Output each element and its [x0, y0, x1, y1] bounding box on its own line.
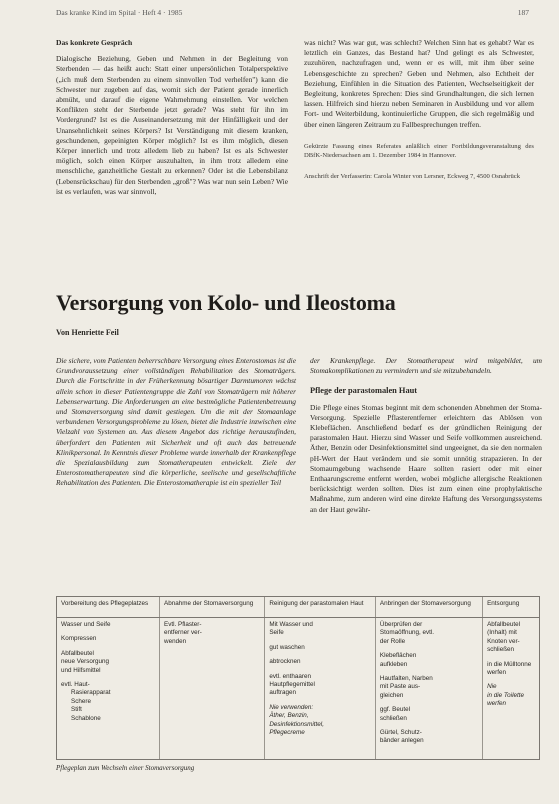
table-cell-line: Abfallbeutel [61, 649, 94, 657]
table-cell-line: wenden [164, 637, 187, 645]
table-cell-line: gleichen [379, 691, 404, 699]
table-cell-line: Abfallbeutel [487, 621, 521, 628]
table-header: Abnahme der Stomaversorgung [160, 597, 265, 618]
table-cell-line: Schablone [71, 714, 101, 722]
table-cell-line: Äther, Benzin, [269, 712, 309, 720]
table-cell-line: werfen [487, 700, 506, 708]
table-cell-line: evtl. enthaaren [269, 672, 312, 680]
table-cell-line: ggf. Beutel [379, 706, 411, 714]
table-cell-line: Klebeflächen [379, 652, 417, 660]
top-left-column [56, 38, 288, 197]
table-cell-line: abtrocknen [269, 658, 301, 666]
table-cell [375, 618, 482, 760]
author-address: Anschrift der Verfasserin: Carola Winter von Lersner, Eckweg 7, 4500 Osnabrück [304, 172, 521, 180]
table-cell-line: Seife [269, 629, 284, 637]
table-cell-line: Kompressen [61, 635, 97, 643]
table-cell-line: mit Paste aus- [379, 683, 421, 691]
table-cell-line: Hautpflegemittel [269, 681, 315, 689]
table-cell-line: Stift [71, 706, 82, 714]
top-right-paragraph: was nicht? Was war gut, was schlecht? Welchen Sinn hat es gehabt? War es letztlich ein Ganzes, das Bestand hat? Und gelingt es als Schwester, zuzuhören, nachzufragen und, wenn er es will, mit ihm über seine Lebensgeschichte zu sprechen? Geben und Nehmen, also Echtheit der Beziehung, Einfühlen in die Situation des Patienten, Wechselseitigkeit der Begleitung, konkretes Sprechen: Dies sind Grundhaltungen, die sich lernen lassen. Hilfreich sind hierzu neben Seminaren in Ausbildung und vor allem Fort- und Weiterbildung, kontinuierliche Gruppen, die sich regelmäßig und über einen längeren Zeitraum zu Fallbesprechungen treffen. [304, 38, 534, 129]
intro-continuation: der Krankenpflege. Der Stomatherapeut wird mitgebildet, um Stomakomplikationen zu vermindern und sie mitzubehandeln. [310, 356, 542, 376]
table-cell [160, 618, 265, 760]
table-cell-line: Knoten ver- [487, 637, 520, 645]
table-cell-line: der Rolle [379, 637, 406, 645]
table-header: Entsorgung [483, 597, 539, 618]
running-head-left: Das kranke Kind im Spital · Heft 4 · 1985 [56, 8, 183, 17]
table-cell-line: Desinfektionsmittel, [269, 720, 324, 728]
table-cell-line: bänder anlegen [379, 737, 424, 745]
table-header: Anbringen der Stomaversorgung [375, 597, 482, 618]
table-cell-line: Nie [487, 683, 497, 691]
subheading: Pflege der parastomalen Haut [310, 386, 418, 396]
table-header-row [57, 597, 539, 618]
table-cell-line: in die Mülltonne [487, 660, 532, 668]
footnote: Gekürzte Fassung eines Referates anläßlich einer Fortbildungsveranstaltung des DBfK-Niedersachsen am 1. Dezember 1984 in Hannover. [304, 142, 534, 159]
table-cell-line: (Inhalt) mit [487, 629, 517, 637]
body-paragraph: Die Pflege eines Stomas beginnt mit dem schonenden Abnehmen der Stoma-Versorgung. Spezielle Pflasterentferner erleichtern das Ablösen von Klebeflächen. Anschließend bedarf es der gründlichen Reinigung der parastomalen Haut. Hierzu sind Wasser und Seife vollkommen ausreichend. Äther, Benzin oder Desinfektionsmittel sind ungeeignet, da sie den normalen pH-Wert der Haut verändern und sie somit unnötig strapazieren. In der Stomaumgebung wachsende Haare sollten rasiert oder mit einer Enthaarungscreme entfernt werden, wobei mögliche allergische Reaktionen berücksichtigt werden sollten. Dies ist zum einen eine prophylaktische Maßnahme, zum anderen wird eine direkte Haftung des Versorgungssystems an der Haut gewähr- [310, 402, 542, 514]
table-cell-line: Pflegecreme [269, 729, 305, 737]
article-title: Versorgung von Kolo- und Ileostoma [56, 290, 396, 315]
table-cell-line: auftragen [269, 689, 296, 697]
top-right-column [304, 38, 534, 181]
table-cell-line: Schere [71, 697, 91, 705]
care-plan-table [56, 596, 540, 760]
table-cell-line: aufkleben [379, 660, 408, 668]
table-cell-line: schließen [487, 646, 515, 654]
table-cell-line: gut waschen [269, 643, 305, 651]
article-author: Von Henriette Feil [56, 328, 119, 337]
table-cell [57, 618, 160, 760]
table-cell-line: Stomaöffnung, evtl. [379, 629, 435, 637]
table-cell-line: werfen [487, 669, 506, 677]
article-intro-left [56, 356, 296, 489]
table-cell-line: Evtl. Pflaster- [164, 621, 202, 628]
table-cell-line: Hautfalten, Narben [379, 675, 433, 683]
top-left-paragraph: Dialogische Beziehung, Geben und Nehmen in der Begleitung von Sterbenden — das heißt auch: Statt einer unpersönlichen Totalperspektive („ich muß dem Sterbenden zu einem sinnvollen Tod verhelfen") kann die Schwester nur zugeben auf das, womit sich der Patient gerade innerlich abmüht, und darauf die eigene Wahrnehmung einstellen. Vor welchen Konflikten steht der Sterbende jetzt gerade? Was steht für ihn im Vordergrund? Ist es die Auseinandersetzung mit der Hinfälligkeit und der Unansehnlichkeit seines Körpers? Ist Verständigung mit diesem kranken, geschundenen, gepeinigten Körper möglich? Ist es ihm möglich, diesen Körper innerlich und trotz alledem lieb zu haben? Ist es als Schwester möglich, solch einen Körper auszuhalten, in ihm trotz alledem eine menschliche, ganzheitliche Gestalt zu erkennen? Oder ist die Lebensbilanz (Lebensrückschau) für den Sterbenden „groß"? Was war nun sein Leben? Wie ist es verlaufen, was war sinnvoll, [56, 54, 288, 196]
table-header: Reinigung der parastomalen Haut [265, 597, 376, 618]
table-cell-line: Überprüfen der [379, 621, 423, 628]
table-row [57, 618, 539, 760]
table-cell-line: evtl. Haut- [61, 681, 90, 689]
table-header: Vorbereitung des Pflegeplatzes [57, 597, 160, 618]
table-cell-line: neue Versorgung [61, 658, 109, 666]
table-cell-line: Wasser und Seife [61, 621, 111, 628]
running-head [56, 8, 529, 17]
table-cell-line: entferner ver- [164, 629, 202, 637]
table-cell-line: Rasierapparat [71, 689, 111, 697]
table-cell-line: Mit Wasser und [269, 621, 313, 628]
table-cell [483, 618, 539, 760]
table-cell-line: schließen [379, 714, 407, 722]
table-cell [265, 618, 376, 760]
section-heading: Das konkrete Gespräch [56, 38, 133, 47]
table-cell-line: und Hilfsmittel [61, 666, 101, 674]
page-number: 187 [517, 8, 529, 17]
table-cell-line: Nie verwenden: [269, 703, 314, 711]
table-cell-line: in die Toilette [487, 691, 524, 699]
intro-paragraph: Die sichere, vom Patienten beherrschbare Versorgung eines Enterostomas ist die Grundvoraussetzung einer vollständigen Rehabilitation des Stomaträgers. Durch die Fortschritte in der Früherkennung bösartiger Darmtumoren wächst allein schon in dieser Patientengruppe die Zahl von Stomaträgern mit höherer Lebenserwartung. Die Anforderungen an eine bestmögliche Patientenbetreuung und Stomaversorgung sind damit gestiegen. Um die mit der Stomaanlage verbundenen Versorgungsprobleme zu lösen, bietet die Industrie inzwischen eine Vielzahl von Systemen an. Aus diesem Angebot das richtige herauszufinden, überfordert den Patienten mit Sicherheit und oft auch das betreuende Klinikpersonal. In Kenntnis dieser Probleme wurde innerhalb der Krankenpflege die Spezialausbildung zum Stomatherapeuten entwickelt. Ziele der Enterostomatherapeuten sind die körperliche, seelische und gesellschaftliche Rehabilitation des Patienten. Die Enterostomatherapie ist ein spezieller Teil [56, 356, 296, 488]
table-cell-line: Gürtel, Schutz- [379, 729, 422, 737]
table-caption: Pflegeplan zum Wechseln einer Stomaversorgung [56, 764, 195, 772]
article-right-column [310, 356, 542, 515]
